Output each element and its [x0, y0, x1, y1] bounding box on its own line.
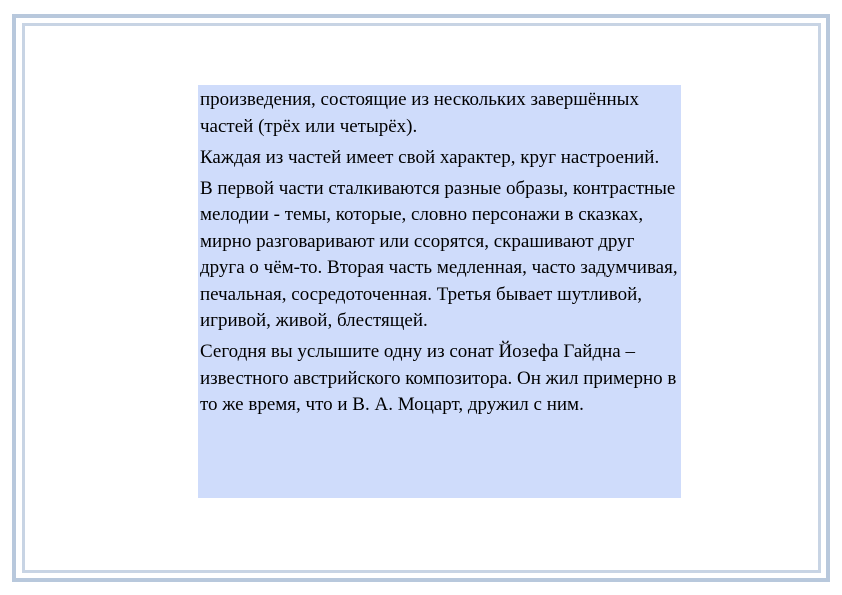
paragraph-3: В первой части сталкиваются разные образы, контрастные мелодии - темы, которые, словно персонажи в сказках, мирно разговаривают или ссорятся, скрашивают друг друга о чём-то. Вторая часть медленная, часто задумчивая, печальная, сосредоточенная. Третья бывает шутливой, игривой, живой, блестящей. — [200, 177, 678, 331]
paragraph-2: Каждая из частей имеет свой характер, круг настроений. — [200, 146, 660, 168]
paragraph-4: Сегодня вы услышите одну из сонат Йозефа Гайдна – известного австрийского композитора. Он жил примерно в то же время, что и В. А. Моцарт, дружил с ним. — [200, 341, 677, 415]
paragraph-1: произведения, состоящие из нескольких завершённых частей (трёх или четырёх). — [200, 89, 639, 137]
text-box — [198, 85, 681, 498]
